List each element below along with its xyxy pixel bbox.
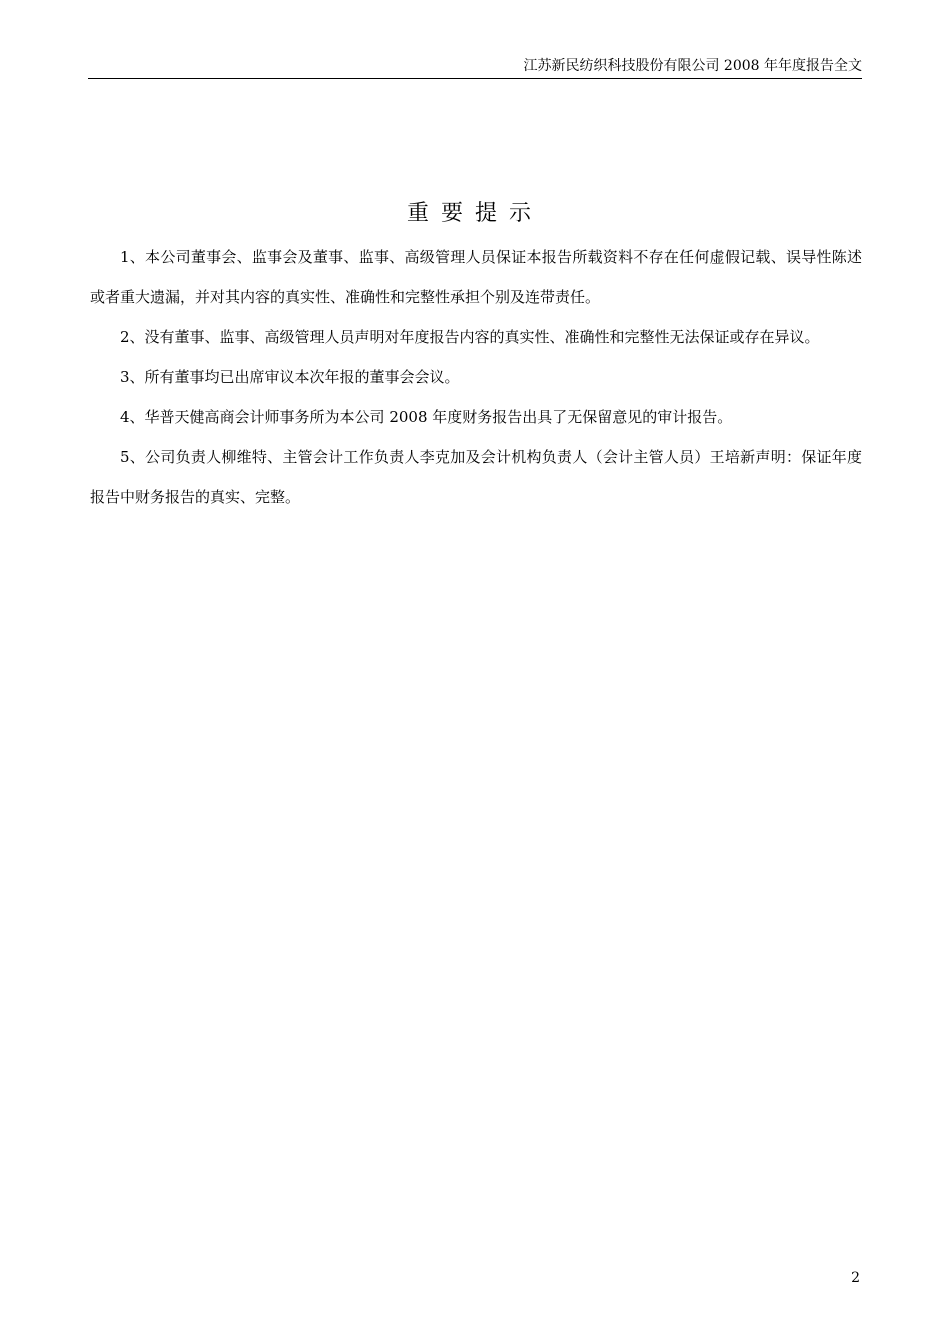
running-header-title: 江苏新民纺织科技股份有限公司 2008 年年度报告全文 — [523, 58, 862, 74]
notice-paragraph: 1、本公司董事会、监事会及董事、监事、高级管理人员保证本报告所载资料不存在任何虚假记载、误导性陈述或者重大遗漏，并对其内容的真实性、准确性和完整性承担个别及连带责任。 — [90, 248, 862, 306]
notice-paragraph: 2、没有董事、监事、高级管理人员声明对年度报告内容的真实性、准确性和完整性无法保证或存在异议。 — [120, 328, 820, 346]
notice-paragraph: 5、公司负责人柳维特、主管会计工作负责人李克加及会计机构负责人（会计主管人员）王培新声明：保证年度报告中财务报告的真实、完整。 — [90, 448, 862, 506]
notice-paragraph: 3、所有董事均已出席审议本次年报的董事会会议。 — [120, 368, 460, 386]
page-title: 重要提示 — [406, 200, 543, 226]
notice-list — [90, 237, 862, 517]
page-number: 2 — [851, 1270, 860, 1286]
notice-paragraph: 4、华普天健高商会计师事务所为本公司 2008 年度财务报告出具了无保留意见的审计报告。 — [120, 408, 733, 426]
running-header — [88, 58, 862, 79]
